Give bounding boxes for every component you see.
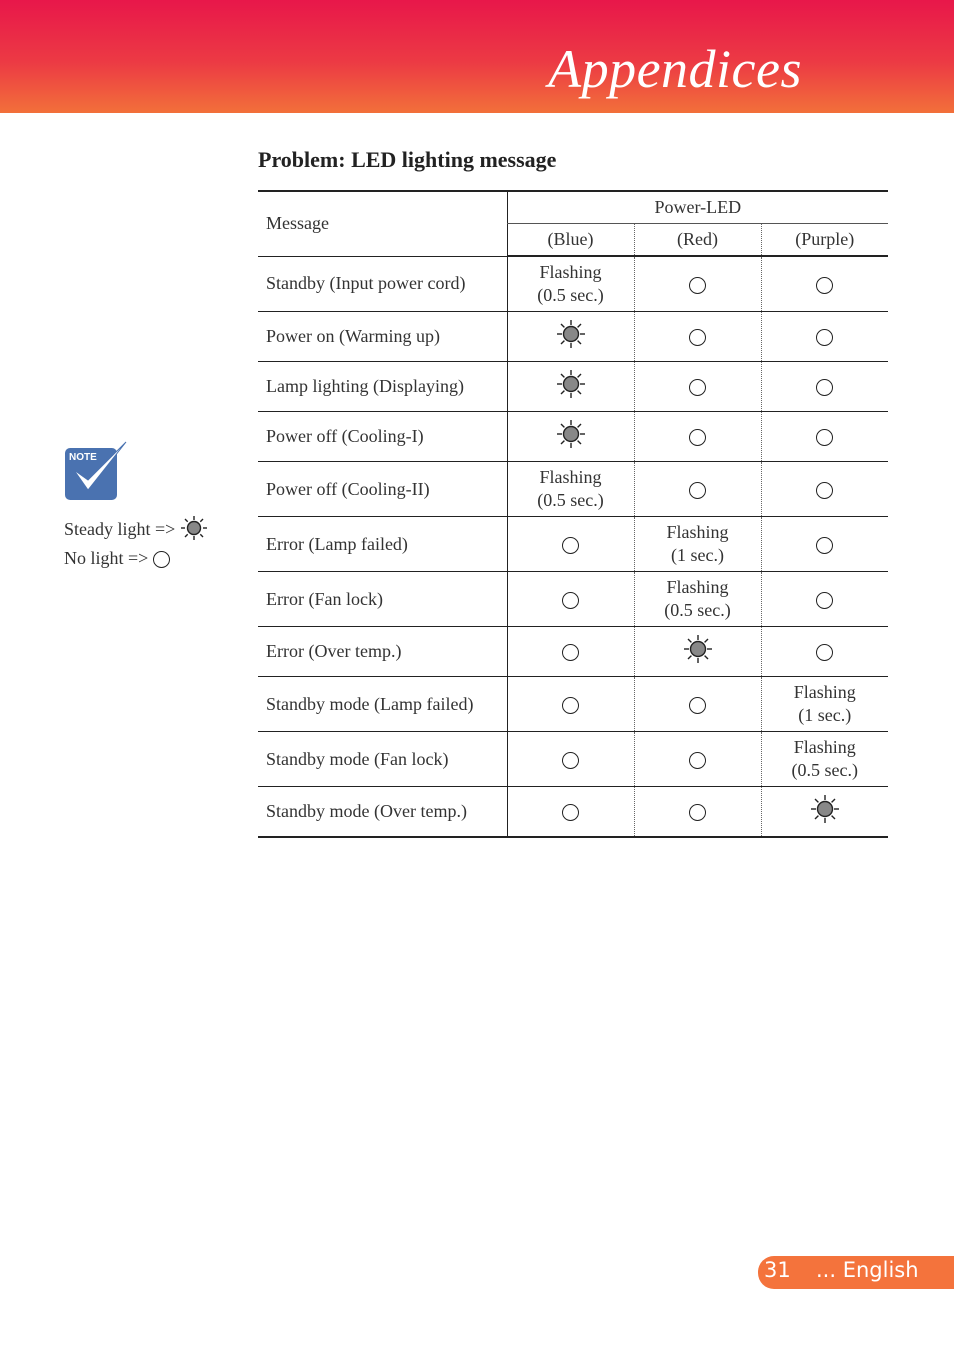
- cell-red: [634, 412, 761, 462]
- row-message: Standby mode (Over temp.): [258, 787, 507, 838]
- cell-blue: [507, 572, 634, 627]
- no-light-icon: [816, 277, 833, 294]
- no-light-icon: [562, 697, 579, 714]
- legend-steady: [64, 515, 208, 547]
- no-light-icon: [562, 752, 579, 769]
- column-header-blue: (Blue): [507, 224, 634, 257]
- table-row: [258, 462, 888, 517]
- page-language: ... English: [816, 1258, 919, 1282]
- cell-purple: [761, 462, 888, 517]
- no-light-icon: [689, 329, 706, 346]
- legend-none: [64, 547, 208, 570]
- row-message: Standby mode (Lamp failed): [258, 677, 507, 732]
- row-message: Error (Over temp.): [258, 627, 507, 677]
- legend-steady-label: Steady light =>: [64, 519, 176, 540]
- cell-blue: [507, 412, 634, 462]
- cell-red: [634, 572, 761, 627]
- table-row: [258, 517, 888, 572]
- cell-red: [634, 256, 761, 312]
- note-legend: [64, 515, 208, 570]
- cell-red: [634, 462, 761, 517]
- cell-purple: [761, 412, 888, 462]
- header-title: Appendices: [548, 39, 802, 99]
- no-light-icon: [562, 537, 579, 554]
- cell-purple: [761, 627, 888, 677]
- cell-blue: [507, 462, 634, 517]
- cell-blue: [507, 787, 634, 838]
- flash-interval: (1 sec.): [798, 705, 852, 725]
- row-message: Standby mode (Fan lock): [258, 732, 507, 787]
- flash-label: Flashing: [666, 522, 729, 542]
- cell-red: [634, 732, 761, 787]
- no-light-icon: [816, 592, 833, 609]
- flash-label: Flashing: [539, 467, 602, 487]
- column-header-purple: (Purple): [761, 224, 888, 257]
- cell-blue: [507, 732, 634, 787]
- table-row: [258, 412, 888, 462]
- table-row: [258, 312, 888, 362]
- table-row: [258, 787, 888, 838]
- no-light-icon: [816, 379, 833, 396]
- no-light-icon: [562, 592, 579, 609]
- row-message: Error (Fan lock): [258, 572, 507, 627]
- steady-light-icon: [810, 794, 840, 830]
- row-message: Power off (Cooling-I): [258, 412, 507, 462]
- message-header: Message: [258, 191, 507, 256]
- table-row: [258, 732, 888, 787]
- no-light-icon: [689, 379, 706, 396]
- cell-blue: [507, 362, 634, 412]
- flash-label: Flashing: [793, 737, 856, 757]
- cell-purple: [761, 572, 888, 627]
- no-light-icon: [689, 429, 706, 446]
- row-message: Power off (Cooling-II): [258, 462, 507, 517]
- flash-label: Flashing: [793, 682, 856, 702]
- row-message: Error (Lamp failed): [258, 517, 507, 572]
- flash-interval: (0.5 sec.): [537, 285, 604, 305]
- no-light-icon: [562, 644, 579, 661]
- cell-blue: [507, 627, 634, 677]
- table-row: [258, 572, 888, 627]
- table-row: [258, 627, 888, 677]
- cell-red: [634, 677, 761, 732]
- steady-light-icon: [556, 319, 586, 355]
- flash-label: Flashing: [666, 577, 729, 597]
- table-row: [258, 677, 888, 732]
- steady-light-icon: [180, 515, 208, 547]
- cell-blue: [507, 256, 634, 312]
- no-light-icon: [816, 329, 833, 346]
- row-message: Standby (Input power cord): [258, 256, 507, 312]
- legend-none-label: No light =>: [64, 548, 149, 568]
- section-title: Problem: LED lighting message: [258, 147, 557, 172]
- cell-purple: [761, 677, 888, 732]
- no-light-icon: [816, 644, 833, 661]
- no-light-icon: [562, 804, 579, 821]
- no-light-icon: [689, 752, 706, 769]
- flash-interval: (0.5 sec.): [791, 760, 858, 780]
- no-light-icon: [689, 277, 706, 294]
- table-row: [258, 256, 888, 312]
- flash-interval: (1 sec.): [671, 545, 724, 565]
- flash-interval: (0.5 sec.): [537, 490, 604, 510]
- row-message: Power on (Warming up): [258, 312, 507, 362]
- cell-purple: [761, 732, 888, 787]
- power-led-header: Power-LED: [507, 191, 888, 224]
- cell-red: [634, 627, 761, 677]
- no-light-icon: [153, 551, 170, 568]
- no-light-icon: [689, 804, 706, 821]
- steady-light-icon: [556, 369, 586, 405]
- cell-blue: [507, 517, 634, 572]
- cell-purple: [761, 362, 888, 412]
- led-table: [258, 190, 888, 838]
- flash-interval: (0.5 sec.): [664, 600, 731, 620]
- steady-light-icon: [683, 634, 713, 670]
- column-header-red: (Red): [634, 224, 761, 257]
- flash-label: Flashing: [539, 262, 602, 282]
- cell-red: [634, 787, 761, 838]
- cell-purple: [761, 787, 888, 838]
- no-light-icon: [816, 429, 833, 446]
- cell-purple: [761, 517, 888, 572]
- cell-red: [634, 517, 761, 572]
- note-icon-label: NOTE: [69, 452, 97, 463]
- cell-purple: [761, 312, 888, 362]
- no-light-icon: [816, 537, 833, 554]
- no-light-icon: [689, 697, 706, 714]
- cell-red: [634, 312, 761, 362]
- table-row: [258, 362, 888, 412]
- steady-light-icon: [556, 419, 586, 455]
- no-light-icon: [816, 482, 833, 499]
- cell-blue: [507, 312, 634, 362]
- note-icon: [64, 440, 128, 502]
- row-message: Lamp lighting (Displaying): [258, 362, 507, 412]
- no-light-icon: [689, 482, 706, 499]
- cell-purple: [761, 256, 888, 312]
- cell-red: [634, 362, 761, 412]
- cell-blue: [507, 677, 634, 732]
- page-header: [0, 0, 954, 113]
- page-number: 31: [764, 1258, 791, 1282]
